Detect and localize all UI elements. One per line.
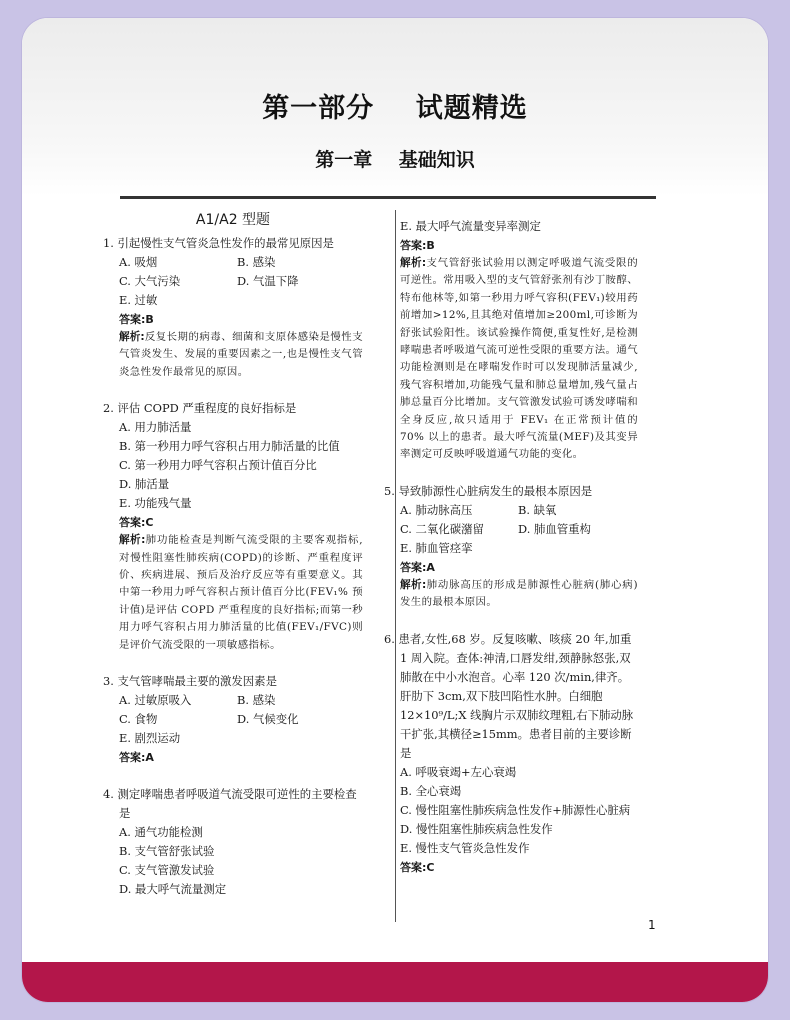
question-stem: 5. 导致肺源性心脏病发生的最根本原因是: [384, 483, 593, 498]
option: A. 过敏原吸入: [119, 693, 192, 708]
option: D. 肺活量: [119, 477, 170, 492]
explanation: [103, 532, 363, 654]
question-stem: 3. 支气管哮喘最主要的激发因素是: [103, 674, 277, 689]
option: C. 食物: [119, 712, 158, 727]
option: A. 吸烟: [119, 255, 158, 269]
option: C. 慢性阻塞性肺疾病急性发作+肺源性心脏病: [400, 802, 631, 817]
chapter-title: 第一章 基础知识: [315, 149, 475, 171]
option: A. 肺动脉高压: [400, 502, 473, 517]
option: C. 大气污染: [119, 274, 181, 288]
part-title: 第一部分 试题精选: [262, 93, 528, 124]
question-4: [103, 785, 363, 899]
question-stem: 2. 评估 COPD 严重程度的良好指标是: [103, 401, 297, 416]
section-title: A1/A2 型题: [195, 212, 271, 228]
option-row: [384, 520, 638, 539]
option: D. 最大呼气流量测定: [119, 882, 227, 897]
right-column: [384, 192, 638, 877]
question-stem: 4. 测定哮喘患者呼吸道气流受限可逆性的主要检查是: [103, 787, 357, 821]
option-row: [103, 691, 363, 710]
question-5: [384, 482, 638, 612]
explanation-label: 解析:: [119, 534, 146, 547]
question-3: [103, 672, 363, 767]
page-number: 1: [648, 918, 656, 932]
question-stem: 1. 引起慢性支气管炎急性发作的最常见原因是: [103, 236, 334, 250]
answer: 答案:B: [400, 239, 435, 252]
answer: 答案:A: [400, 560, 435, 574]
option: D. 慢性阻塞性肺疾病急性发作: [400, 821, 553, 836]
explanation-label: 解析:: [119, 331, 145, 343]
explanation: [384, 255, 638, 464]
option: A. 呼吸衰竭+左心衰竭: [400, 764, 517, 779]
option: E. 慢性支气管炎急性发作: [400, 840, 530, 855]
explanation: [103, 329, 363, 381]
option: E. 过敏: [119, 293, 158, 307]
option-row: [384, 501, 638, 520]
answer: 答案:A: [119, 751, 154, 765]
answer: 答案:C: [400, 860, 435, 874]
option-row: [103, 253, 363, 272]
left-column: [103, 192, 363, 899]
explanation: [384, 577, 638, 612]
explanation-text: 肺动脉高压的形成是肺源性心脏病(肺心病)发生的最根本原因。: [400, 578, 638, 609]
bottom-band: [22, 962, 768, 1002]
option: B. 第一秒用力呼气容积占用力肺活量的比值: [119, 439, 340, 454]
option: B. 支气管舒张试验: [119, 844, 215, 859]
explanation-text: 肺功能检查是判断气流受限的主要客观指标,对慢性阻塞性肺疾病(COPD)的诊断、严重程度评价、疾病进展、预后及治疗反应等有重要意义。其中第一秒用力呼气容积占预计值百分比(FEV₁% 预计值)是评估 COPD 严重程度的良好指标;而第一秒用力呼气容积占用力肺活量的比值(FEV₁/FVC)则是评价气流受限的一项敏感指标。: [119, 534, 363, 651]
option: B. 感染: [237, 255, 276, 269]
option: D. 气候变化: [237, 712, 299, 727]
explanation-text: 支气管舒张试验用以测定呼吸道气流受限的可逆性。常用吸入型的支气管舒张剂有沙丁胺醇、特布他林等,如第一秒用力呼气容积(FEV₁)较用药前增加>12%,且其绝对值增加≥200ml,可诊断为舒张试验阳性。该试验操作简便,重复性好,是检测哮喘患者呼吸道气流可逆性受限的重要方法。通气功能检测则是在哮喘发作时可以发现肺活量减少,残气容积增加,功能残气量和肺总量增加,残气量占肺总量百分比增加。支气管激发试验可诱发哮喘和全身反应,故只适用于 FEV₁ 在正常预计值的 70% 以上的患者。最大呼气流量(MEF)及其变异率测定可反映呼吸道通气功能的变化。: [400, 257, 638, 461]
option: B. 缺氧: [518, 502, 557, 517]
question-2: [103, 399, 363, 654]
option: A. 通气功能检测: [119, 825, 203, 840]
option: D. 肺血管重构: [518, 521, 591, 536]
option: E. 剧烈运动: [119, 731, 181, 746]
option: E. 最大呼气流量变异率测定: [400, 219, 541, 233]
option: E. 功能残气量: [119, 496, 192, 511]
option: C. 二氧化碳潴留: [400, 521, 484, 536]
option: D. 气温下降: [237, 274, 299, 288]
option: A. 用力肺活量: [119, 420, 192, 435]
explanation-label: 解析:: [400, 578, 427, 591]
option-row: [103, 710, 363, 729]
answer: 答案:B: [119, 313, 154, 326]
question-6: [384, 630, 638, 877]
question-stem: 6. 患者,女性,68 岁。反复咳嗽、咳痰 20 年,加重 1 周入院。查体:神清,口唇发绀,颈静脉怒张,双肺散在中小水泡音。心率 120 次/min,律齐。肝肋下 3cm,双下肢凹陷性水肿。白细胞12×10⁹/L;X 线胸片示双肺纹理粗,右下肺动脉干扩张,其横径≥15mm。患者目前的主要诊断是: [384, 631, 634, 760]
explanation-label: 解析:: [400, 257, 427, 269]
option: C. 支气管激发试验: [119, 863, 215, 878]
option: B. 全心衰竭: [400, 783, 462, 798]
answer: 答案:C: [119, 516, 154, 530]
option: C. 第一秒用力呼气容积占预计值百分比: [119, 458, 317, 473]
option: B. 感染: [237, 693, 276, 708]
option: E. 肺血管痉挛: [400, 540, 473, 555]
question-1: [103, 234, 363, 381]
question-4-continued: [384, 217, 638, 464]
option-row: [103, 272, 363, 291]
explanation-text: 反复长期的病毒、细菌和支原体感染是慢性支气管炎发生、发展的重要因素之一,也是慢性支气管炎急性发作最常见的原因。: [119, 331, 363, 378]
